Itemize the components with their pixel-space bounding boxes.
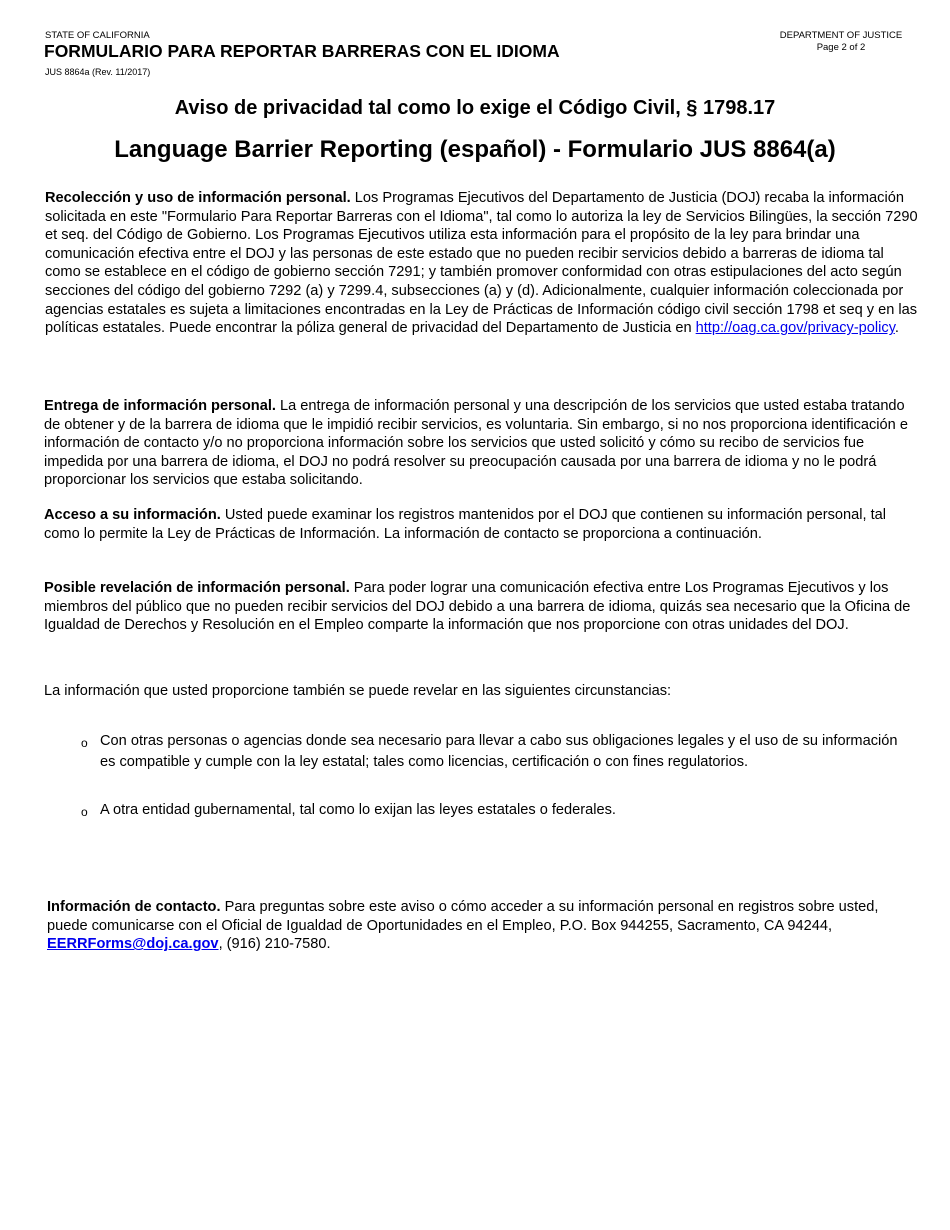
disclosure-title: Posible revelación de información personal. bbox=[44, 580, 350, 596]
access-paragraph bbox=[44, 506, 920, 543]
form-heading: Language Barrier Reporting (español) - Formulario JUS 8864(a) bbox=[114, 136, 836, 163]
contact-body: Para preguntas sobre este aviso o cómo acceder a su información personal en registros sobre usted, puede comunicarse con el Oficial de Igualdad de Oportunidades en el Empleo, P.O. Box 944255, Sacramento, CA 94244, bbox=[47, 899, 879, 934]
bullet-text: A otra entidad gubernamental, tal como lo exijan las leyes estatales o federales. bbox=[100, 802, 616, 818]
delivery-paragraph bbox=[44, 397, 920, 490]
contact-paragraph bbox=[47, 898, 907, 954]
delivery-title: Entrega de información personal. bbox=[44, 398, 276, 414]
list-item bbox=[0, 731, 950, 776]
department-label: DEPARTMENT OF JUSTICE bbox=[779, 30, 903, 41]
bullet-circle-icon: o bbox=[81, 805, 88, 819]
access-title: Acceso a su información. bbox=[44, 507, 221, 523]
contact-tail: , (916) 210-7580. bbox=[218, 936, 331, 953]
bullet-circle-icon: o bbox=[81, 736, 88, 750]
bullet-text: Con otras personas o agencias donde sea necesario para llevar a cabo sus obligaciones legales y el uso de su información es compatible y cumple con la ley estatal; tales como licencias, certificación o con fines regulatorios. bbox=[100, 733, 898, 770]
collection-paragraph bbox=[45, 189, 921, 338]
form-title: FORMULARIO PARA REPORTAR BARRERAS CON EL IDIOMA bbox=[44, 41, 560, 61]
email-link[interactable]: EERRForms@doj.ca.gov bbox=[47, 936, 219, 953]
collection-title: Recolección y uso de información personal. bbox=[45, 190, 351, 206]
page-number: Page 2 of 2 bbox=[816, 42, 866, 53]
disclosure-paragraph bbox=[44, 579, 920, 635]
circumstances-intro: La información que usted proporcione también se puede revelar en las siguientes circunstancias: bbox=[44, 683, 672, 699]
collection-body: Los Programas Ejecutivos del Departamento de Justicia (DOJ) recaba la información solicitada en este "Formulario Para Reportar Barreras con el Idioma", tal como lo autoriza la ley de Servicios Bilingües, la sección 7290 et seq. del Código de Gobierno. Los Programas Ejecutivos utiliza esta información para el propósito de la ley para brindar una comunicación efectiva entre el DOJ y las personas de este estado que no pueden recibir servicios debido a barreras de idioma tal como se establece en el código de gobierno sección 7291; y también promover conformidad con otras estipulaciones del acto según secciones del código del gobierno 7292 (a) y 7299.4, subsecciones (a) y (d). Adicionalmente, cualquier información coleccionada por agencias estatales es sujeta a limitaciones encontradas en la Ley de Prácticas de Información código civil sección 1798 et seq y en las políticas estatales. Puede encontrar la póliza general de privacidad del Departamento de Justicia en bbox=[45, 190, 918, 337]
revision-label: JUS 8864a (Rev. 11/2017) bbox=[45, 67, 151, 77]
privacy-notice-heading: Aviso de privacidad tal como lo exige el Código Civil, § 1798.17 bbox=[174, 97, 776, 119]
disclosure-body: Para poder lograr una comunicación efectiva entre Los Programas Ejecutivos y los miembros del público que no pueden recibir servicios del DOJ debido a una barrera de idioma, quizás sea necesario que la Oficina de Igualdad de Derechos y Resolución en el Empleo comparte la información que nos proporcione con otras unidades del DOJ. bbox=[44, 580, 911, 634]
state-label: STATE OF CALIFORNIA bbox=[45, 30, 150, 41]
contact-title: Información de contacto. bbox=[47, 899, 221, 915]
privacy-policy-link[interactable]: http://oag.ca.gov/privacy-policy bbox=[695, 320, 895, 337]
list-item bbox=[0, 800, 950, 822]
collection-tail: . bbox=[894, 320, 899, 337]
delivery-body: La entrega de información personal y una descripción de los servicios que usted estaba tratando de obtener y de la barrera de idioma que le impidió recibir servicios, es voluntaria. Sin embargo, si no nos proporciona identificación e información de contacto y/o no proporciona información sobre los servicios que usted solicitó y cómo su recibo de servicios fue impedida por una barrera de idioma, el DOJ no podrá resolver su preocupación causada por una barrera de idioma y no le podrá proporcionar los servicios que estaba solicitando. bbox=[44, 398, 908, 489]
access-body: Usted puede examinar los registros mantenidos por el DOJ que contienen su información personal, tal como lo permite la Ley de Prácticas de Información. La información de contacto se proporciona a continuación. bbox=[44, 507, 886, 542]
